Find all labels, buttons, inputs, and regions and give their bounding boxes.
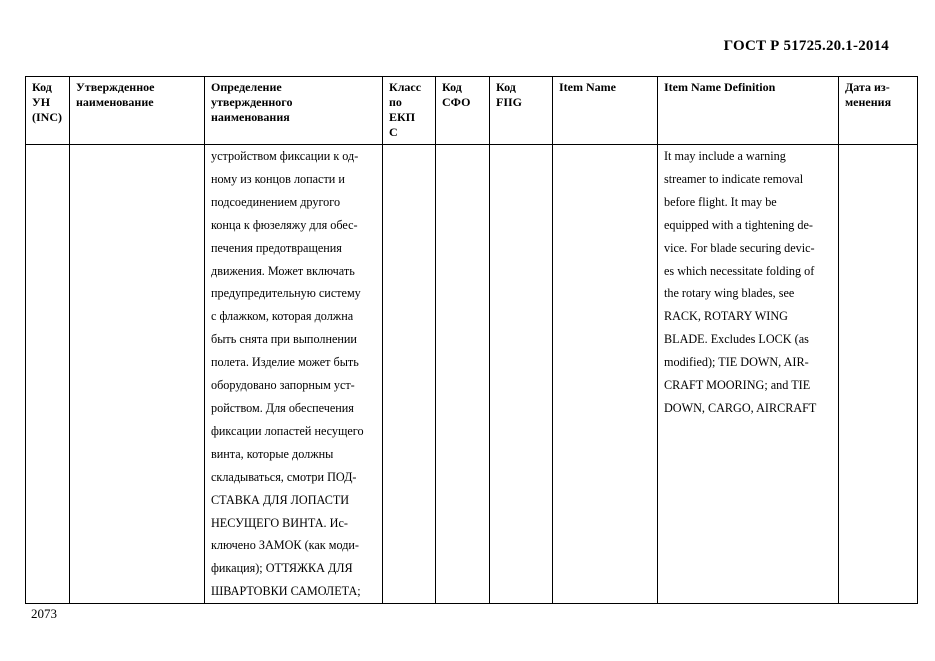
nomenclature-table [25,76,918,604]
header-sfo-code: Код СФО [436,77,490,145]
cell-fiig-code [490,145,553,604]
definition-text-line: ному из концов лопасти и [211,171,345,186]
definition-text-line: печения предотвращения [211,240,342,255]
definition-text-line: СТАВКА ДЛЯ ЛОПАСТИ [211,492,350,507]
definition-text-line: ШВАРТОВКИ САМОЛЕТА; [211,584,361,599]
definition-text-line: конца к фюзеляжу для обес- [211,217,358,232]
standard-code: ГОСТ Р 51725.20.1-2014 [723,38,889,54]
item-definition-text-line: equipped with a tightening de- [664,217,813,232]
cell-sfo-code [436,145,490,604]
definition-text-line: предупредительную систему [211,286,361,301]
cell-approved-name [70,145,205,604]
item-definition-text-line: It may include a warning [664,149,786,163]
cell-item-name [553,145,658,604]
definition-text-line: с флажком, которая должна [211,309,354,324]
item-definition-text-line: modified); TIE DOWN, AIR- [664,355,809,370]
item-definition-text-line: DOWN, CARGO, AIRCRAFT [664,400,817,415]
item-definition-text-line: the rotary wing blades, see [664,286,795,301]
definition-text-line: полета. Изделие может быть [211,355,359,370]
cell-item-name-definition [658,145,839,604]
cell-definition [205,145,383,604]
cell-change-date [839,145,918,604]
cell-ekps-class [383,145,436,604]
item-definition-text-line: BLADE. Excludes LOCK (as [664,332,809,347]
definition-text-line: быть снята при выполнении [211,332,357,347]
table-row [26,145,918,604]
header-ekps-class: Класс по ЕКП С [383,77,436,145]
definition-text-line: фикация); ОТТЯЖКА ДЛЯ [211,561,353,576]
header-item-name-definition: Item Name Definition [658,77,839,145]
header-item-name: Item Name [553,77,658,145]
item-definition-text-line: streamer to indicate removal [664,171,804,186]
item-definition-text-line: vice. For blade securing devic- [664,240,815,255]
header-fiig-code: Код FIIG [490,77,553,145]
definition-text-line: устройством фиксации к од- [211,149,359,163]
header-change-date: Дата из- менения [839,77,918,145]
definition-text-line: ройством. Для обеспечения [211,400,354,415]
item-definition-text-line: RACK, ROTARY WING [664,309,788,324]
definition-text-line: ключено ЗАМОК (как моди- [211,538,359,553]
page-number: 2073 [31,606,57,621]
definition-text-line: движения. Может включать [211,263,355,278]
definition-text-line: складываться, смотри ПОД- [211,469,357,484]
item-definition-text-line: before flight. It may be [664,194,777,209]
header-row [26,77,918,145]
definition-text-line: НЕСУЩЕГО ВИНТА. Ис- [211,515,348,530]
definition-text-line: винта, которые должны [211,446,334,461]
cell-inc [26,145,70,604]
item-definition-text-line: es which necessitate folding of [664,263,815,278]
definition-text-line: фиксации лопастей несущего [211,423,364,438]
item-definition-text-line: CRAFT MOORING; and TIE [664,378,811,393]
definition-text-line: подсоединением другого [211,194,341,209]
definition-text-line: оборудовано запорным уст- [211,378,355,393]
header-approved-name: Утвержденное наименование [70,77,205,145]
header-definition: Определение утвержденного наименования [205,77,383,145]
header-inc: Код УН (INC) [26,77,70,145]
